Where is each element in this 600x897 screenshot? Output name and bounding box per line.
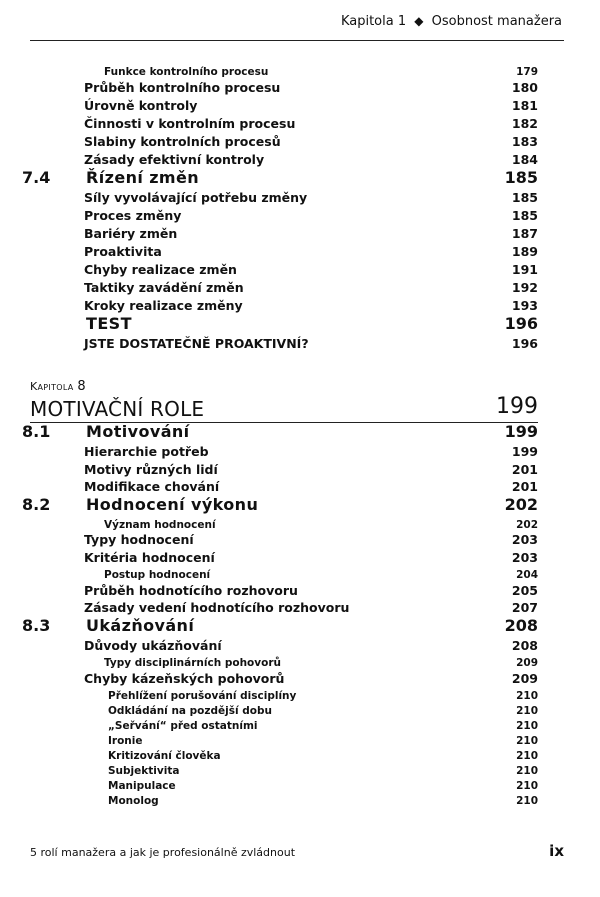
entry-title: Bariéry změn xyxy=(84,226,178,241)
section-title: TEST xyxy=(86,314,132,333)
toc-section-row xyxy=(0,423,600,441)
entry-title: Činnosti v kontrolním procesu xyxy=(84,116,296,131)
section-number: 7.4 xyxy=(22,168,51,187)
entry-title: Subjektivita xyxy=(108,765,180,777)
toc-entry-row xyxy=(0,478,600,496)
footer-book-title: 5 rolí manažera a jak je profesionálně zvládnout xyxy=(30,846,296,859)
page-number: 199 xyxy=(511,444,538,459)
page-number: 210 xyxy=(516,705,538,717)
toc-entry-row xyxy=(0,115,600,133)
entry-title: Funkce kontrolního procesu xyxy=(104,66,269,78)
entry-title: Typy disciplinárních pohovorů xyxy=(104,657,281,669)
page-number: 202 xyxy=(516,518,538,531)
entry-title: Význam hodnocení xyxy=(104,518,216,531)
toc-entry-row xyxy=(0,531,600,549)
entry-title: Modifikace chování xyxy=(84,479,220,494)
entry-title: Taktiky zavádění změn xyxy=(84,280,244,295)
page-number: 205 xyxy=(511,582,538,598)
page-number: 210 xyxy=(516,735,538,747)
entry-title: Manipulace xyxy=(108,780,176,792)
toc-entry-row xyxy=(0,79,600,97)
toc-entry-row xyxy=(0,443,600,461)
page-number: 182 xyxy=(511,116,538,131)
section-title: Ukázňování xyxy=(86,615,195,635)
toc-entry-row xyxy=(0,279,600,297)
page-number: 181 xyxy=(511,98,538,113)
toc-entry-row xyxy=(0,599,600,617)
diamond-icon: ◆ xyxy=(414,14,424,28)
toc-entry-row xyxy=(0,97,600,115)
page-number: 209 xyxy=(516,657,538,669)
page-number: 210 xyxy=(516,720,538,732)
page-number: 185 xyxy=(511,208,538,223)
entry-title: Slabiny kontrolních procesů xyxy=(84,134,281,149)
chapter-label xyxy=(30,379,86,394)
chapter-label-word: Kapitola xyxy=(30,380,74,393)
toc-entry-row xyxy=(0,670,600,688)
page-number: 208 xyxy=(504,615,538,635)
page-number: 185 xyxy=(504,168,538,187)
page-number: 201 xyxy=(511,479,538,494)
page-number: 185 xyxy=(511,190,538,205)
entry-title: Monolog xyxy=(108,795,159,807)
page-number: 199 xyxy=(504,422,538,441)
entry-title: Síly vyvolávající potřebu změny xyxy=(84,190,308,205)
entry-title: Typy hodnocení xyxy=(84,532,194,547)
page-number: 204 xyxy=(516,569,538,581)
entry-title: Kritizování člověka xyxy=(108,750,221,762)
page-number: 180 xyxy=(511,80,538,95)
chapter-title: MOTIVAČNÍ ROLE xyxy=(30,397,205,421)
toc-entry-row xyxy=(0,461,600,479)
entry-title: Důvody ukázňování xyxy=(84,637,222,653)
toc-section-row xyxy=(0,169,600,187)
toc-entry-row xyxy=(0,189,600,207)
header-chapter: Kapitola 1 xyxy=(340,14,407,29)
page-number: 210 xyxy=(516,795,538,807)
entry-title: Hierarchie potřeb xyxy=(84,444,209,459)
entry-title: Zásady efektivní kontroly xyxy=(84,152,265,167)
header-title: Osobnost manažera xyxy=(431,14,562,29)
page-number: 208 xyxy=(511,637,538,653)
entry-title: Ironie xyxy=(108,735,143,747)
section-number: 8.1 xyxy=(22,422,51,441)
page-number: 187 xyxy=(511,226,538,241)
entry-title: Průběh kontrolního procesu xyxy=(84,80,281,95)
entry-title: Kroky realizace změny xyxy=(84,298,243,313)
entry-title: JSTE DOSTATEČNĚ PROAKTIVNÍ? xyxy=(84,336,309,351)
entry-title: Proces změny xyxy=(84,208,182,223)
page-number: 203 xyxy=(511,532,538,547)
page-number: 184 xyxy=(511,152,538,167)
entry-title: Proaktivita xyxy=(84,244,162,259)
page-number: 196 xyxy=(504,314,538,333)
toc-entry-row xyxy=(0,133,600,151)
entry-title: Chyby realizace změn xyxy=(84,262,237,277)
entry-title: Postup hodnocení xyxy=(104,569,211,581)
chapter-page: 199 xyxy=(496,394,538,419)
chapter-label-number: 8 xyxy=(77,379,86,394)
entry-title: Přehlížení porušování disciplíny xyxy=(108,690,297,702)
page-folio: ix xyxy=(549,842,564,860)
toc-section-row xyxy=(0,315,600,333)
section-title: Motivování xyxy=(86,422,190,441)
page-number: 203 xyxy=(511,549,538,565)
page-number: 192 xyxy=(511,280,538,295)
section-title: Řízení změn xyxy=(86,168,200,187)
toc-entry-row xyxy=(0,582,600,600)
entry-title: Zásady vedení hodnotícího rozhovoru xyxy=(84,600,350,615)
page-number: 202 xyxy=(504,494,538,514)
toc-entry-row xyxy=(0,225,600,243)
page-number: 210 xyxy=(516,765,538,777)
page-number: 201 xyxy=(511,461,538,477)
toc-entry-row xyxy=(0,297,600,315)
header-rule xyxy=(30,40,564,41)
toc-entry-row xyxy=(0,207,600,225)
entry-title: Motivy různých lidí xyxy=(84,461,218,477)
section-number: 8.3 xyxy=(22,615,51,635)
page-number: 210 xyxy=(516,750,538,762)
section-number: 8.2 xyxy=(22,494,51,514)
running-header xyxy=(341,14,562,29)
page-number: 191 xyxy=(511,262,538,277)
toc-section-row xyxy=(0,617,600,635)
toc-entry-row xyxy=(0,151,600,169)
entry-title: Odkládání na pozdější dobu xyxy=(108,705,272,717)
page-number: 196 xyxy=(511,336,538,351)
toc-entry-row xyxy=(0,335,600,353)
section-title: Hodnocení výkonu xyxy=(86,494,259,514)
toc-entry-row xyxy=(0,261,600,279)
page-number: 210 xyxy=(516,690,538,702)
page-number: 210 xyxy=(516,780,538,792)
page-number: 189 xyxy=(511,244,538,259)
toc-entry-row xyxy=(0,637,600,655)
entry-title: Kritéria hodnocení xyxy=(84,549,215,565)
page-number: 207 xyxy=(511,600,538,615)
toc-entry-row xyxy=(0,792,600,810)
toc-section-row xyxy=(0,496,600,514)
entry-title: Úrovně kontroly xyxy=(84,98,198,113)
page-number: 179 xyxy=(516,66,538,78)
entry-title: Chyby kázeňských pohovorů xyxy=(84,670,285,686)
page-number: 193 xyxy=(511,298,538,313)
entry-title: Průběh hodnotícího rozhovoru xyxy=(84,582,298,598)
toc-entry-row xyxy=(0,243,600,261)
toc-entry-row xyxy=(0,549,600,567)
page-number: 183 xyxy=(511,134,538,149)
entry-title: „Seřvání“ před ostatními xyxy=(108,720,258,732)
page-number: 209 xyxy=(511,670,538,686)
